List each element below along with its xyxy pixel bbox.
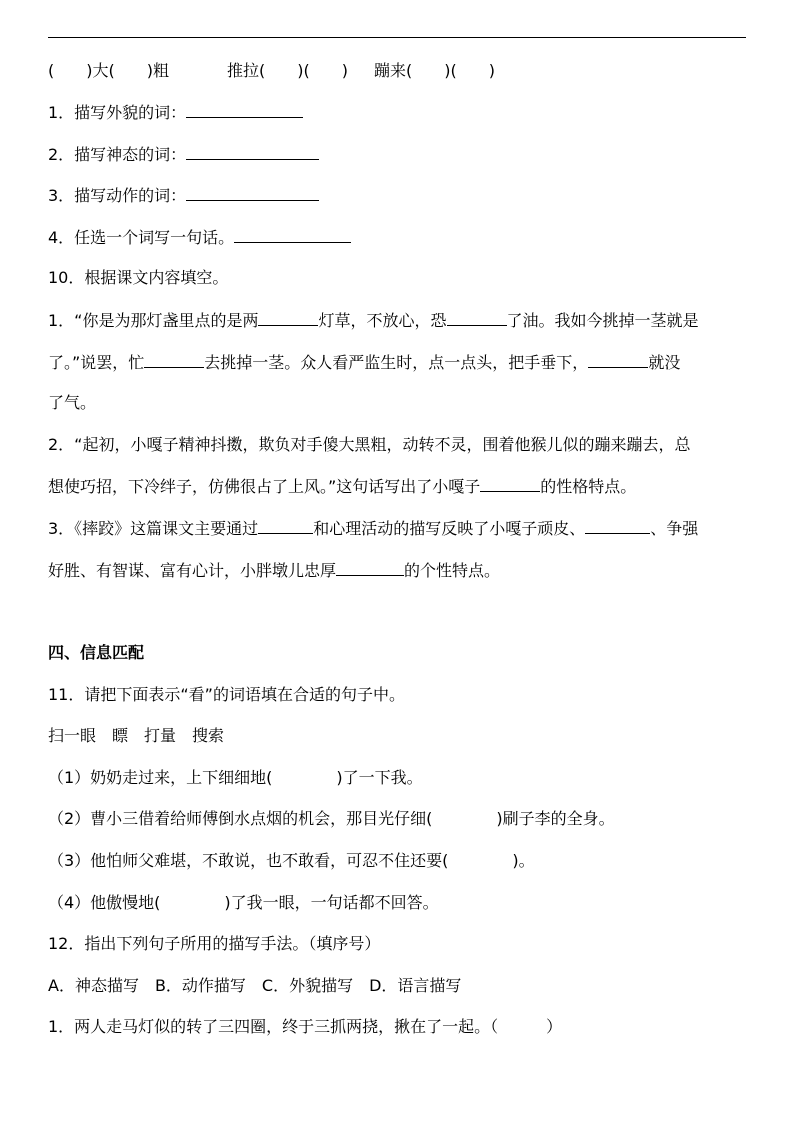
q11-sentence-1: （1）奶奶走过来，上下细细地( )了一下我。 (48, 768, 423, 787)
text: 和心理活动的描写反映了小嘎子顽皮、 (313, 519, 586, 538)
q10-title: 10．根据课文内容填空。 (48, 268, 229, 287)
text: 了油。我如今挑掉一茎就是 (506, 311, 699, 330)
q12-sentence-1: 1．两人走马灯似的转了三四圈，终于三抓两挠，揪在了一起。（ ） (48, 1017, 563, 1036)
answer-blank[interactable] (258, 309, 318, 326)
answer-blank[interactable] (258, 517, 313, 534)
text: 去挑掉一茎。众人看严监生时，点一点头，把手垂下， (204, 353, 589, 372)
question-text: 1．描写外貌的词： (48, 103, 187, 122)
question-text: 2．描写神态的词： (48, 145, 187, 164)
q12-options: A．神态描写 B．动作描写 C．外貌描写 D．语言描写 (48, 976, 462, 995)
text: 、争强 (650, 519, 699, 538)
q11-sentence-4: （4）他傲慢地( )了我一眼，一句话都不回答。 (48, 893, 439, 912)
answer-blank[interactable] (588, 351, 648, 368)
q10-s3-line1 (48, 517, 698, 540)
q10-s3-line2 (48, 559, 500, 582)
section-heading: 四、信息匹配 (48, 643, 145, 662)
q11-title: 11．请把下面表示“看”的词语填在合适的句子中。 (48, 685, 405, 704)
text: 就没 (648, 353, 681, 372)
answer-blank[interactable] (186, 143, 319, 160)
q10-s2-line1: 2．“起初，小嘎子精神抖擞，欺负对手傻大黑粗，动转不灵，围着他猴儿似的蹦来蹦去，总 (48, 435, 691, 454)
text: 了。”说罢，忙 (48, 353, 145, 372)
text: 3．《摔跤》这篇课文主要通过 (48, 519, 259, 538)
q10-s2-line2 (48, 475, 636, 498)
question-text: 4．任选一个词写一句话。 (48, 228, 235, 247)
text: 1．“你是为那灯盏里点的是两 (48, 311, 259, 330)
q11-sentence-2: （2）曹小三借着给师傅倒水点烟的机会，那目光仔细( )刷子李的全身。 (48, 809, 615, 828)
text: 的性格特点。 (540, 477, 637, 496)
question-text: 3．描写动作的词： (48, 186, 187, 205)
answer-blank[interactable] (186, 184, 319, 201)
word-group-1: ( )大( )粗 (48, 61, 169, 80)
word-row (48, 60, 495, 82)
question-line (48, 226, 351, 249)
question-line (48, 101, 303, 124)
answer-blank[interactable] (186, 101, 303, 118)
answer-blank[interactable] (336, 559, 404, 576)
q12-title: 12．指出下列句子所用的描写手法。（填序号） (48, 934, 381, 953)
q11-sentence-3: （3）他怕师父难堪，不敢说，也不敢看，可忍不住还要( )。 (48, 851, 535, 870)
answer-blank[interactable] (234, 226, 351, 243)
word-group-3: 蹦来( )( ) (373, 61, 495, 80)
q11-word-bank: 扫一眼 瞟 打量 搜索 (48, 726, 225, 745)
question-line (48, 184, 319, 207)
q10-s1-line1 (48, 309, 699, 332)
answer-blank[interactable] (447, 309, 507, 326)
q10-s1-line2 (48, 351, 680, 374)
word-group-2: 推拉( )( ) (226, 61, 348, 80)
text: 想使巧招，下冷绊子，仿佛很占了上风。”这句话写出了小嘎子 (48, 477, 481, 496)
question-line (48, 143, 319, 166)
answer-blank[interactable] (585, 517, 650, 534)
q10-s1-line3: 了气。 (48, 393, 97, 412)
answer-blank[interactable] (144, 351, 204, 368)
text: 好胜、有智谋、富有心计，小胖墩儿忠厚 (48, 561, 337, 580)
answer-blank[interactable] (480, 475, 540, 492)
text: 的个性特点。 (404, 561, 501, 580)
header-rule (48, 37, 746, 38)
text: 灯草，不放心，恐 (318, 311, 447, 330)
